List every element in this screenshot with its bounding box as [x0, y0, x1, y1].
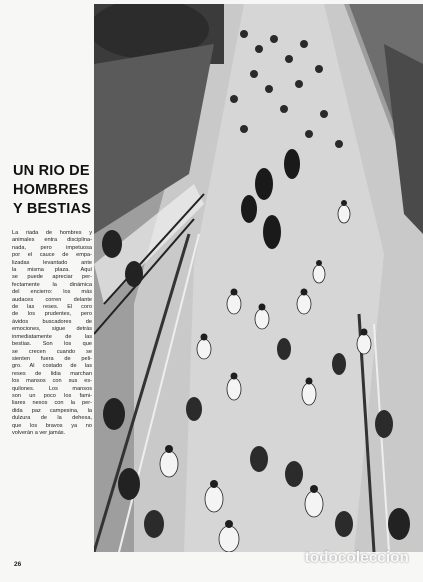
body-line: ávidos buscadores de [12, 318, 92, 325]
body-line: la misma plaza. Aquí [12, 267, 92, 274]
body-line: inmediatamente de las [12, 333, 92, 340]
page-number: 26 [14, 561, 22, 568]
body-line: del encierro: los más [12, 289, 92, 296]
headline-line: UN RIO DE [13, 163, 90, 179]
article-headline [13, 162, 93, 219]
body-line: audaces corren delante [12, 296, 92, 303]
body-line: bestias. Son los que [12, 341, 92, 348]
body-line: fectamente la dinámica [12, 281, 92, 288]
body-line: se puede apreciar per- [12, 274, 92, 281]
body-line: La riada de hombres y [12, 230, 92, 236]
body-line: volverán a ver jamás. [12, 429, 66, 436]
body-line: dida paz campesina, la [12, 407, 92, 414]
body-line: los mansos con sus es- [12, 378, 92, 385]
body-line: dulzura de la dehesa, [12, 415, 92, 422]
encierro-photo [94, 4, 423, 552]
body-line: animales entra disciplina- [12, 237, 92, 244]
body-line: se crecen cuando se [12, 348, 92, 355]
headline-line: HOMBRES [13, 182, 89, 198]
body-line: son un poco los fami- [12, 392, 92, 399]
headline-line: Y BESTIAS [13, 201, 92, 217]
body-line: nada, pero impetuosa [12, 244, 92, 251]
body-line: liares nexos con la per- [12, 400, 92, 407]
body-line: por el cauce de empa- [12, 252, 92, 259]
watermark-logo: todocoleccion [304, 549, 409, 566]
body-line: sienten fuera de peli- [12, 355, 92, 362]
body-line: de las reses. El coro [12, 304, 92, 311]
body-line: reses de lidia marchan [12, 370, 92, 377]
body-line: quilones. Los mansos [12, 385, 92, 392]
body-line: que los bravos ya no [12, 422, 92, 429]
body-line: gro. Al costado de las [12, 363, 92, 370]
article-body [12, 230, 92, 437]
encierro-photo-illustration [94, 4, 423, 552]
body-line: emociones, sigue detrás [12, 326, 92, 333]
body-line: lizadas levantado ante [12, 259, 92, 266]
body-line: de los prudentes, pero [12, 311, 92, 318]
